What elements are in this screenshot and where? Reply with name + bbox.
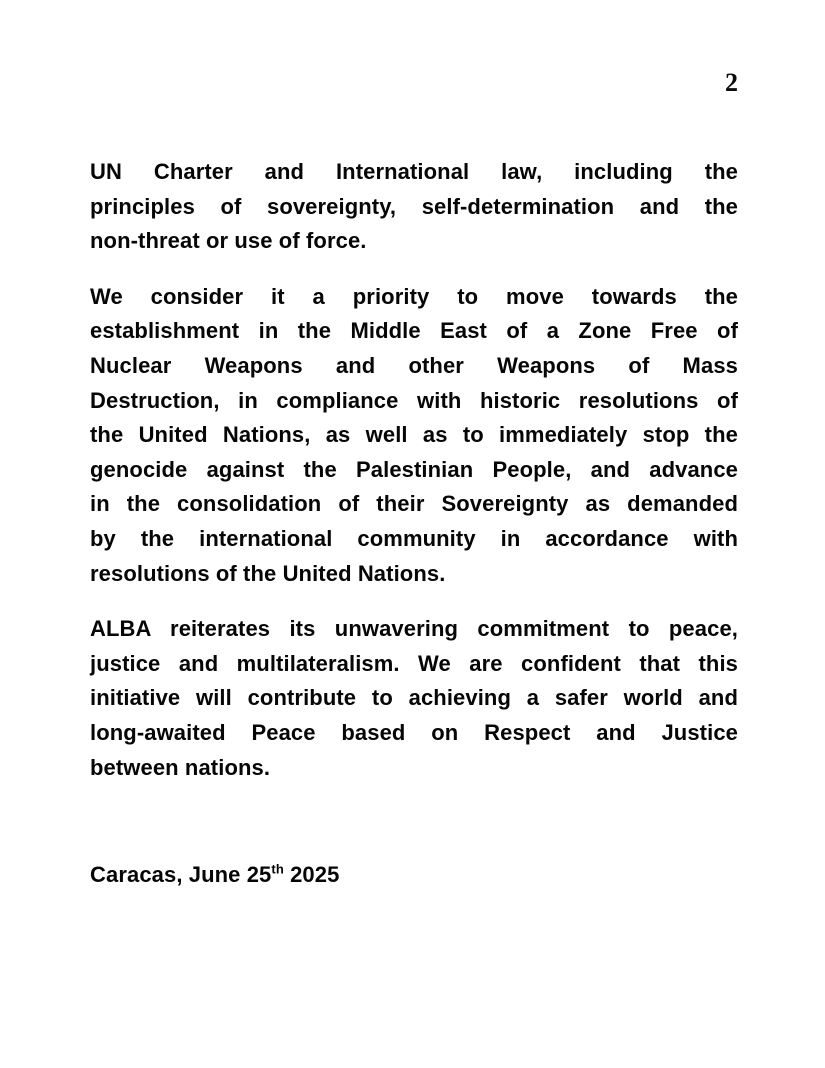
text-line: justice and multilateralism. We are confident that this xyxy=(90,650,738,676)
text-line: principles of sovereignty, self-determination and the xyxy=(90,193,738,219)
text-line: in the consolidation of their Sovereignty as demanded xyxy=(90,491,738,517)
text-line: by the international community in accordance with xyxy=(90,525,738,551)
text-line: the United Nations, as well as to immediately stop the xyxy=(90,422,738,448)
text-line: non-threat or use of force. xyxy=(90,228,367,254)
text-line: long-awaited Peace based on Respect and Justice xyxy=(90,719,738,745)
page-number: 2 xyxy=(725,68,738,97)
text-line: UN Charter and International law, including the xyxy=(90,159,738,184)
dateline-text: Caracas, June 25 xyxy=(90,862,272,888)
dateline-year: 2025 xyxy=(283,862,340,888)
paragraph xyxy=(90,612,738,785)
text-line: initiative will contribute to achieving a safer world and xyxy=(90,685,738,711)
dateline xyxy=(90,858,738,893)
text-line: genocide against the Palestinian People, and advance xyxy=(90,456,738,482)
paragraph xyxy=(90,155,738,259)
text-line: ALBA reiterates its unwavering commitment to peace, xyxy=(90,616,738,642)
text-line: between nations. xyxy=(90,754,271,780)
paragraph xyxy=(90,280,738,591)
text-line: resolutions of the United Nations. xyxy=(90,560,446,586)
text-line: We consider it a priority to move towards the xyxy=(90,283,738,309)
text-line: Destruction, in compliance with historic resolutions of xyxy=(90,387,738,413)
text-line: Nuclear Weapons and other Weapons of Mass xyxy=(90,352,738,378)
text-line: establishment in the Middle East of a Zone Free of xyxy=(90,318,738,344)
dateline-ordinal-superscript: th xyxy=(271,861,284,877)
document-body xyxy=(90,155,738,893)
